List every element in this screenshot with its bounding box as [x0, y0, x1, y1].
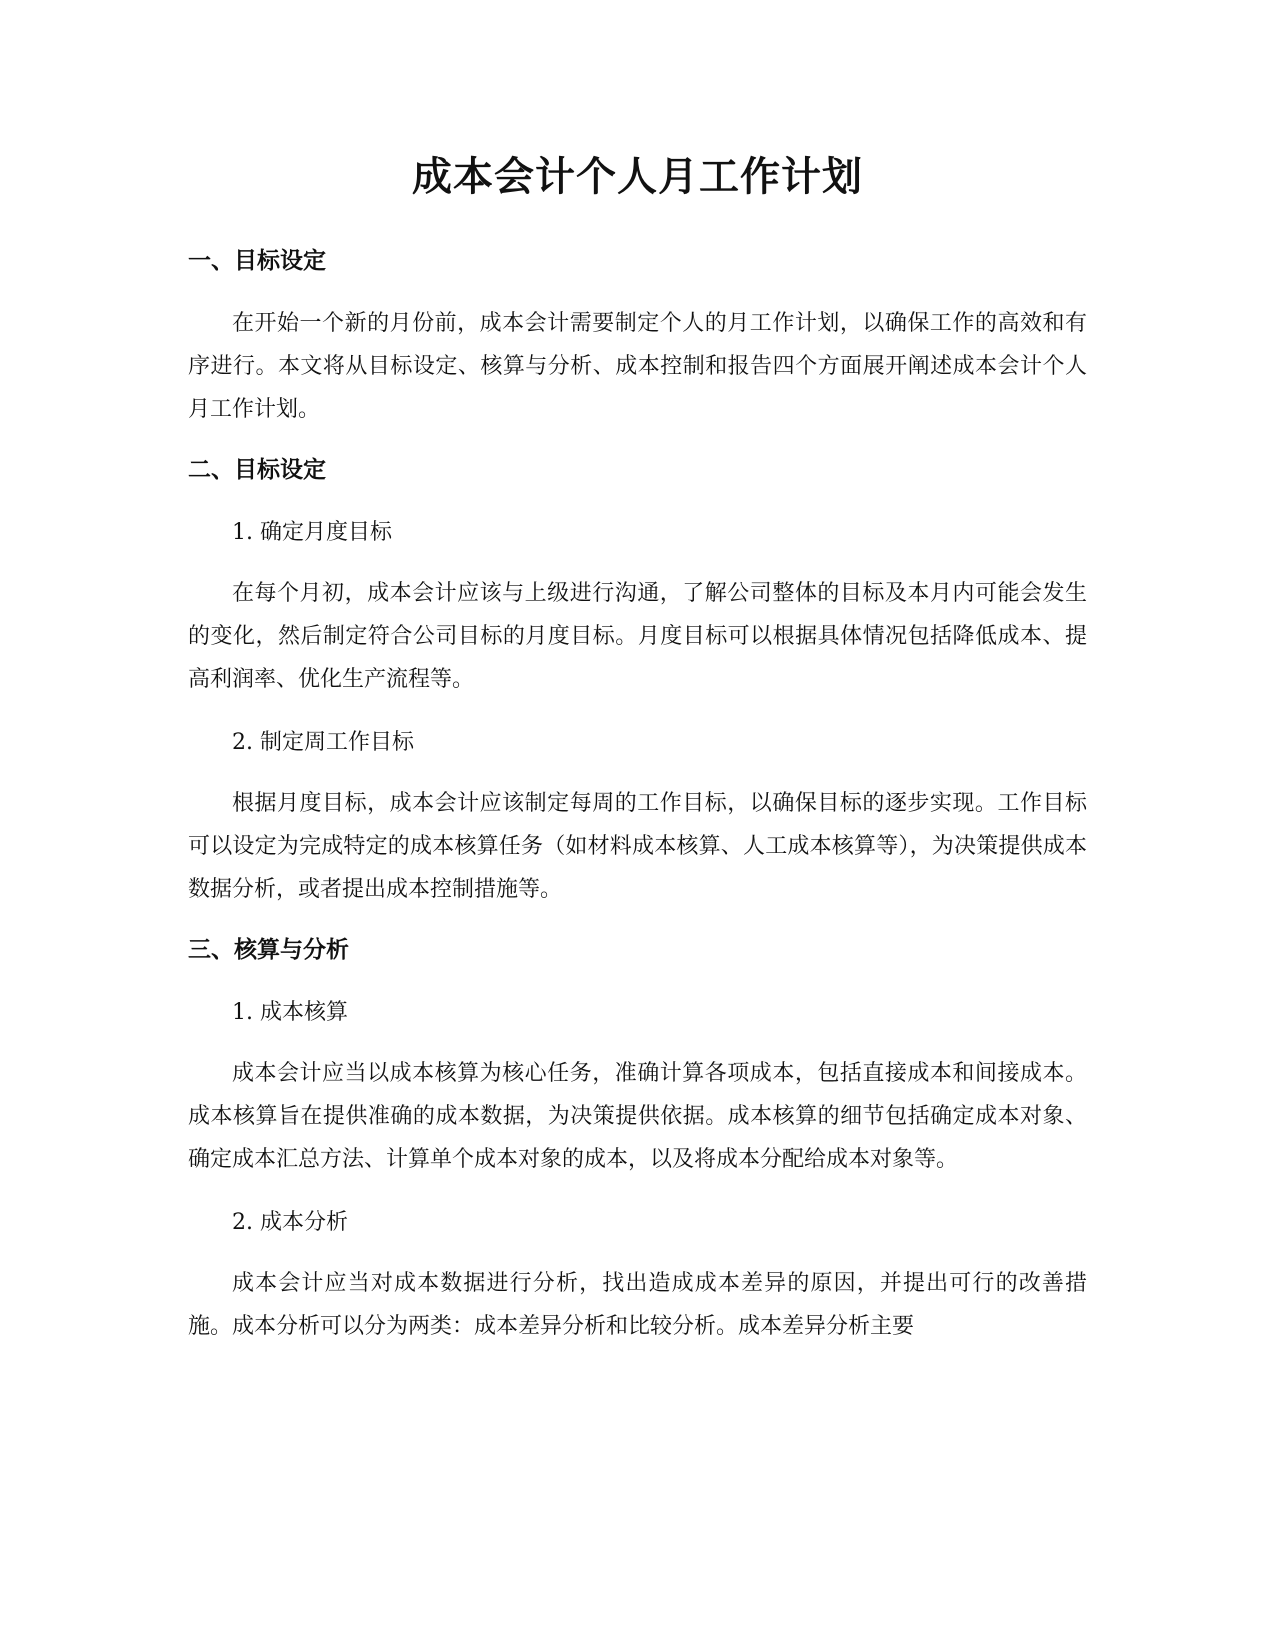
section-1 — [188, 242, 1275, 431]
subsection-label: 1. 成本核算 — [232, 1000, 348, 1025]
paragraph: 成本会计应当以成本核算为核心任务，准确计算各项成本，包括直接成本和间接成本。成本核算旨在提供准确的成本数据，为决策提供依据。成本核算的细节包括确定成本对象、确定成本汇总方法、计算单个成本对象的成本，以及将成本分配给成本对象等。 — [188, 1061, 1087, 1172]
document-title: 成本会计个人月工作计划 — [412, 154, 863, 200]
paragraph: 在每个月初，成本会计应该与上级进行沟通，了解公司整体的目标及本月内可能会发生的变化，然后制定符合公司目标的月度目标。月度目标可以根据具体情况包括降低成本、提高利润率、优化生产流程等。 — [188, 581, 1087, 692]
section-heading: 二、目标设定 — [188, 457, 326, 483]
paragraph: 根据月度目标，成本会计应该制定每周的工作目标，以确保目标的逐步实现。工作目标可以设定为完成特定的成本核算任务（如材料成本核算、人工成本核算等），为决策提供成本数据分析，或者提出成本控制措施等。 — [188, 791, 1087, 902]
paragraph: 成本会计应当对成本数据进行分析，找出造成成本差异的原因，并提出可行的改善措施。成本分析可以分为两类：成本差异分析和比较分析。成本差异分析主要 — [188, 1271, 1087, 1339]
paragraph: 在开始一个新的月份前，成本会计需要制定个人的月工作计划，以确保工作的高效和有序进行。本文将从目标设定、核算与分析、成本控制和报告四个方面展开阐述成本会计个人月工作计划。 — [188, 311, 1087, 422]
subsection-label: 2. 成本分析 — [232, 1210, 348, 1235]
section-3 — [188, 931, 1275, 1348]
section-heading: 一、目标设定 — [188, 248, 326, 274]
subsection-label: 2. 制定周工作目标 — [232, 730, 414, 755]
section-2 — [188, 451, 1275, 911]
section-heading: 三、核算与分析 — [188, 937, 349, 963]
subsection-label: 1. 确定月度目标 — [232, 520, 392, 545]
